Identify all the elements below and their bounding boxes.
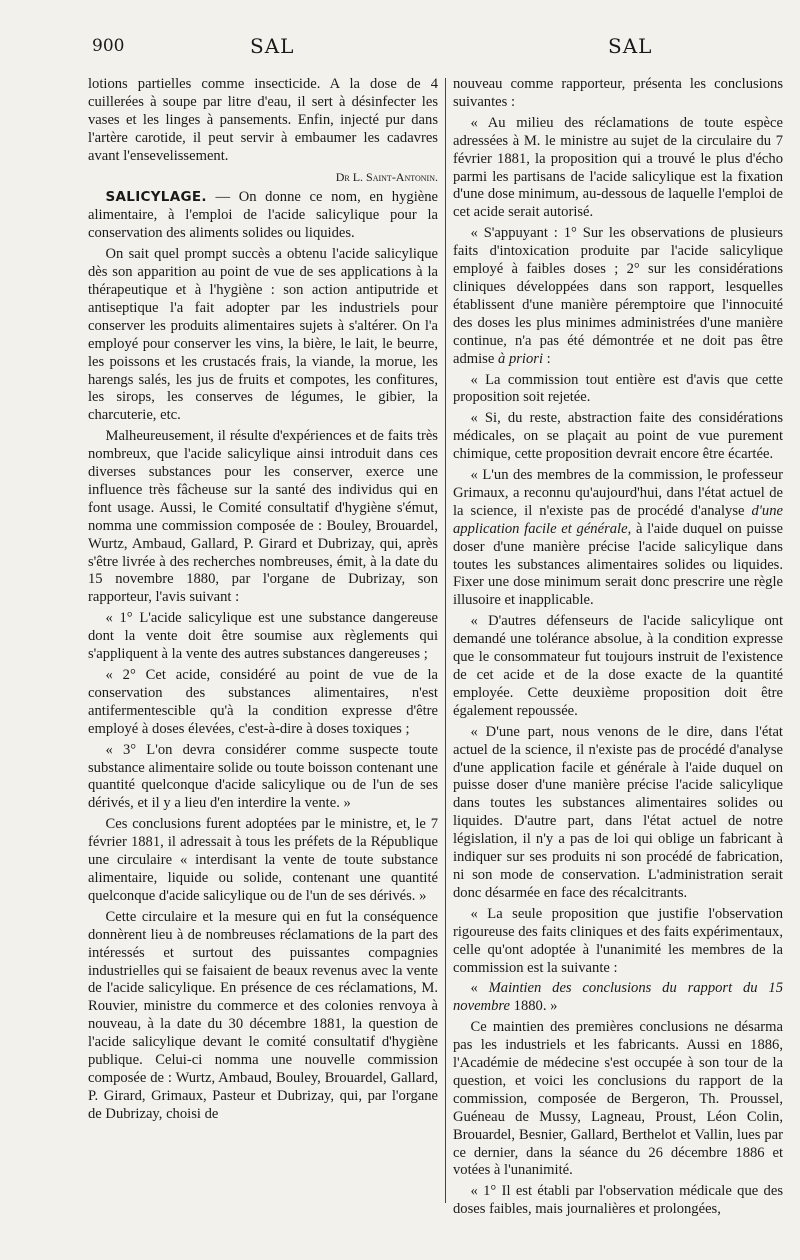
text-run: « L'un des membres de la commission, le professeur Grimaux, a reconnu qu'aujourd'hui, dans l'état actuel de la science, il n'existe pas de procédé d'analyse <box>453 467 783 519</box>
paragraph <box>453 467 783 610</box>
paragraph: « D'une part, nous venons de le dire, dans l'état actuel de la science, il n'existe pas de procédé d'analyse d'une application facile et générale à l'aide duquel on puisse doser d'une manière précise l'acide salicylique dans toutes les substances alimentaires solides ou liquides. D'autre part, dans l'état actuel de notre législation, il n'y a pas de loi qui oblige un fabricant à indiquer sur ses produits ni son procédé de fabrication, ni son mode de conservation. L'administration serait donc désarmée en face des récalcitrants. <box>453 723 783 901</box>
paragraph: « D'autres défenseurs de l'acide salicylique ont demandé une tolérance absolue, à la condition expresse que le consommateur fut toujours instruit de l'existence de cet acide et de la dose exacte de la quantité employée. Cette deuxième proposition doit être également repoussée. <box>453 613 783 719</box>
italic-text: à priori <box>498 350 544 367</box>
entry-term: SALICYLAGE. <box>105 189 207 206</box>
right-column <box>453 76 783 1222</box>
running-head-right: SAL <box>608 34 653 58</box>
paragraph: « Au milieu des réclamations de toute espèce adressées à M. le ministre au sujet de la circulaire du 7 février 1881, la proposition qui a trouvé le plus d'écho parmi les partisans de l'acide salicylique est la fixation d'une dose minimum, au-dessous de laquelle l'emploi de cet acide serait autorisé. <box>453 114 783 221</box>
paragraph: Malheureusement, il résulte d'expériences et de faits très nombreux, que l'acide salicylique ainsi introduit dans ces diverses substances pour les conserver, exerce une influence très fâcheuse sur la santé des individus qui en font usage. Aussi, le Comité consultatif d'hygiène s'émut, nomma une commission composée de : Bouley, Brouardel, Wurtz, Ambaud, Gallard, P. Girard et Dubrizay, qui, après s'être livrée à des recherches nombreuses, émit, à la date du 15 novembre 1880, par l'organe de Dubrizay, son rapporteur, l'avis suivant : <box>88 428 438 606</box>
entry-paragraph <box>88 189 438 243</box>
page-number: 900 <box>92 36 125 56</box>
paragraph: « La commission tout entière est d'avis que cette proposition soit rejetée. <box>453 371 783 406</box>
paragraph: « Si, du reste, abstraction faite des considérations médicales, on se plaçait au point de vue purement chimique, cette proposition devrait encore être écartée. <box>453 410 783 463</box>
page-header <box>0 36 800 64</box>
paragraph: « 3° L'on devra considérer comme suspecte toute substance alimentaire solide ou toute boisson contenant une quantité quelconque d'acide salicylique ou de l'un de ses dérivés, et il y a lieu d'en interdire la vente. » <box>88 741 438 812</box>
paragraph: Ces conclusions furent adoptées par le ministre, et, le 7 février 1881, il adressait à tous les préfets de la République une circulaire « interdisant la vente de toute substance alimentaire, liquide ou solide, contenant une quantité quelconque d'acide salicylique ou de l'un de ses dérivés. » <box>88 816 438 904</box>
paragraph: Cette circulaire et la mesure qui en fut la conséquence donnèrent lieu à de nombreuses réclamations de la part des intéressés et surtout des puissantes compagnies industrielles qui se faisaient de beaux revenus avec la vente de l'acide salicylique. En présence de ces réclamations, M. Rouvier, ministre du commerce et des colonies renvoya à nouveau, à la date du 30 décembre 1881, la question de l'acide salicylique devant le comité consultatif d'hygiène publique. Celui-ci nomma une nouvelle commission composée de : Wurtz, Ambaud, Bouley, Brouardel, Gallard, P. Girard, Grimaux, Pasteur et Dubrizay, qui, par l'organe de Dubrizay, choisi de <box>88 908 438 1122</box>
text-run: 1880. » <box>510 998 558 1015</box>
text-run: « S'appuyant : 1° Sur les observations de plusieurs faits d'intoxication produite par l'acide salicylique employé à faibles doses ; 2° sur les considérations cliniques développées dans son rapport, lesquelles établissent d'une manière péremptoire que l'innocuité des doses les plus minimes administrées d'une manière continue, n'a pas été démontrée et ne doit pas être admise <box>453 225 783 367</box>
paragraph <box>453 225 783 368</box>
paragraph: On sait quel prompt succès a obtenu l'acide salicylique dès son apparition au point de vue de ses applications à la thérapeutique et à l'hygiène : son action antiputride et antiseptique l'a fait adopter par les industriels pour conserver les produits alimentaires sujets à s'altérer. On l'a employé pour conserver les vins, la bière, le lait, le beurre, les poissons et les crustacés frais, la viande, la morue, les harengs salés, les jus de fruits et compotes, les confitures, les sirops, les conserves de légumes, le gibier, la charcuterie, etc. <box>88 246 438 424</box>
text-run: : <box>543 350 551 367</box>
running-head-left: SAL <box>250 34 295 58</box>
italic-text: Maintien des conclusions du rapport du 15 novembre <box>453 980 783 1015</box>
paragraph: nouveau comme rapporteur, présenta les conclusions suivantes : <box>453 76 783 110</box>
text-run: , à l'aide duquel on puisse doser d'une manière précise l'acide salicylique dans toutes les substances alimentaires solides ou liquides. Fixer une dose minimum serait donc prescrire une règle illusoire et inapplicable. <box>453 520 784 609</box>
entry-definition: — On donne ce nom, en hygiène alimentaire, à l'emploi de l'acide salicylique pour la conservation des aliments solides ou liquides. <box>88 189 438 242</box>
paragraph: lotions partielles comme insecticide. A la dose de 4 cuillerées à soupe par litre d'eau, il sert à désinfecter les vases et les linges à pansements. Enfin, injecté pur dans l'artère carotide, il peut servir à embaumer les cadavres avant l'ensevelissement. <box>88 76 438 164</box>
paragraph <box>453 980 783 1016</box>
paragraph: « 2° Cet acide, considéré au point de vue de la conservation des substances alimentaires, n'est antifermentescible qu'à la condition expresse d'être employé à doses élevées, c'est-à-dire à doses toxiques ; <box>88 667 438 737</box>
column-rule <box>445 78 446 1203</box>
text-run: « <box>470 980 489 997</box>
paragraph: « 1° Il est établi par l'observation médicale que des doses faibles, mais journalières et prolongées, <box>453 1183 783 1218</box>
left-column <box>88 76 438 1127</box>
italic-text: d'une application facile et générale <box>453 502 783 537</box>
paragraph: Ce maintien des premières conclusions ne désarma pas les industriels et les fabricants. Aussi en 1886, l'Académie de médecine s'est occupée à son tour de la question, et voici les conclusions du rapport de la commission, composée de Bergeron, Th. Proussel, Guéneau de Mussy, Lagneau, Proust, Léon Colin, Brouardel, Besnier, Gallard, Berthelot et Vallin, lues par ce dernier, dans la séance du 26 décembre 1886 et votées à l'unanimité. <box>453 1019 783 1179</box>
paragraph: « 1° L'acide salicylique est une substance dangereuse dont la vente doit être soumise aux règlements qui s'appliquent à la vente des autres substances dangereuses ; <box>88 610 438 663</box>
author-signature: Dr L. Saint-Antonin. <box>335 169 438 184</box>
paragraph: « La seule proposition que justifie l'observation rigoureuse des faits cliniques et des faits expérimentaux, celle qu'ont adoptée à l'unanimité les membres de la commission est la suivante : <box>453 905 783 976</box>
